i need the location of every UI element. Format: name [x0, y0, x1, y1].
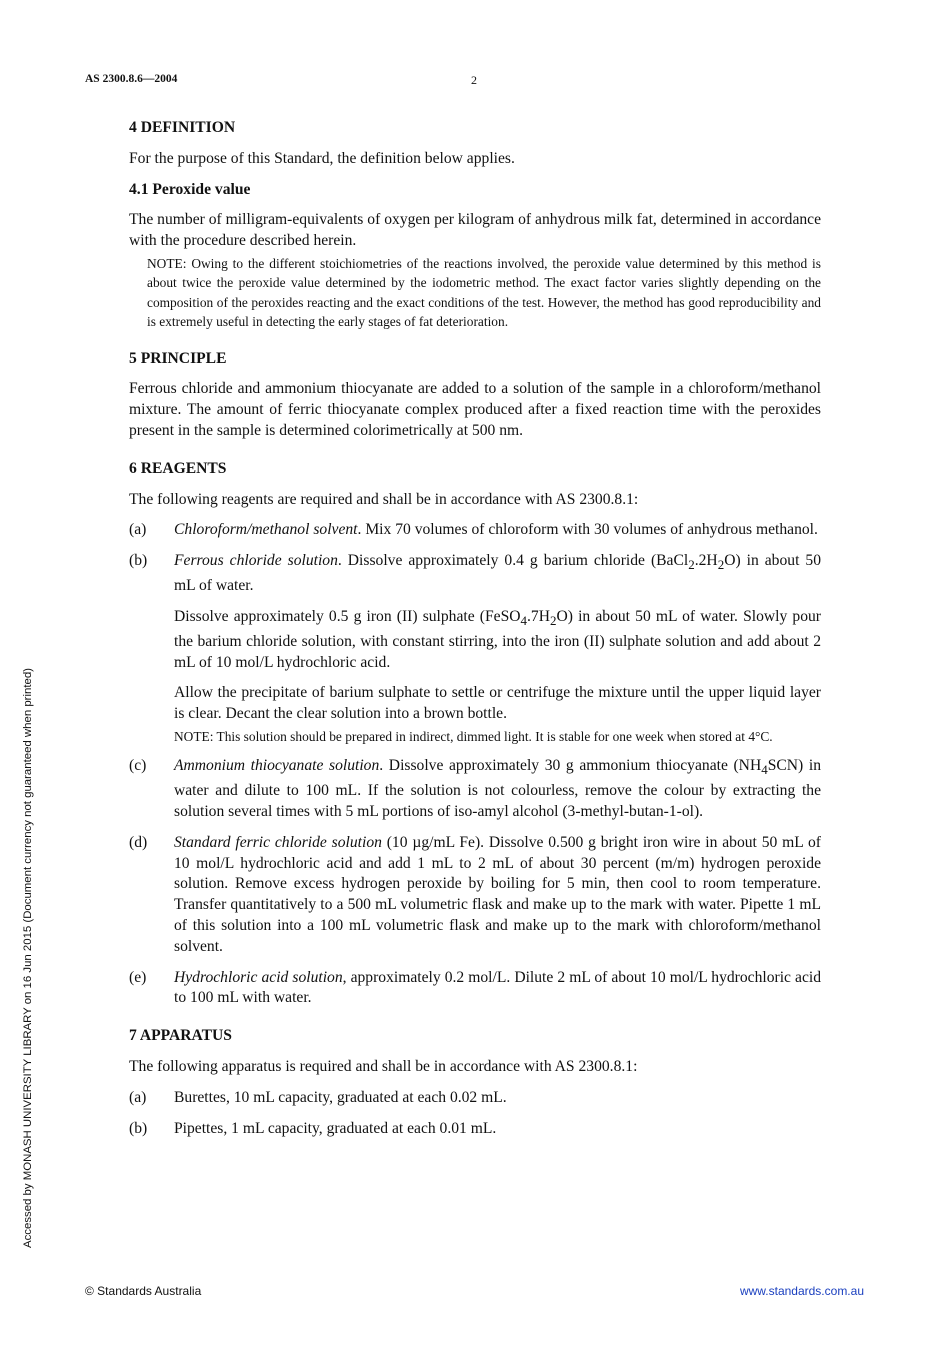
subscript: 2	[688, 557, 695, 573]
section-4-1-body: The number of milligram-equivalents of oxygen per kilogram of anhydrous milk fat, determined in accordance with the procedure described herein.	[129, 211, 821, 250]
reagent-b-text-2: .2H	[694, 552, 718, 570]
reagent-b-p2-1: Dissolve approximately 0.5 g iron (II) sulphate (FeSO	[174, 607, 521, 625]
apparatus-a	[129, 1088, 821, 1109]
reagent-c-text-1: . Dissolve approximately 30 g ammonium thiocyanate (NH	[379, 757, 762, 775]
subscript: 4	[761, 762, 768, 778]
reagent-c	[129, 756, 821, 823]
document-id: AS 2300.8.6—2004	[85, 73, 178, 85]
reagent-d	[129, 833, 821, 958]
apparatus-a-text: Burettes, 10 mL capacity, graduated at each 0.02 mL.	[174, 1088, 507, 1106]
list-label: (d)	[129, 833, 148, 851]
section-7-heading: 7 APPARATUS	[129, 1027, 232, 1045]
list-label: (c)	[129, 757, 147, 775]
subscript: 2	[550, 613, 557, 628]
reagent-b-para-1	[174, 551, 821, 597]
reagent-e-text	[174, 968, 821, 1010]
section-6-intro: The following reagents are required and shall be in accordance with AS 2300.8.1:	[129, 490, 639, 508]
reagent-c-text	[174, 756, 821, 823]
reagent-b-title: Ferrous chloride solution	[174, 552, 338, 570]
reagent-a-desc: . Mix 70 volumes of chloroform with 30 volumes of anhydrous methanol.	[357, 521, 818, 539]
reagent-c-text-2: SCN) in water and dilute to 100 mL. If the solution is not colourless, remove the colour by extracting the solution several times with 5 mL portions of iso-amyl alcohol (3-methyl-butan-1-ol).	[174, 757, 822, 821]
section-4-heading: 4 DEFINITION	[129, 119, 236, 136]
reagent-b-text-1: . Dissolve approximately 0.4 g barium chloride (BaCl	[337, 552, 689, 570]
list-label: (b)	[129, 1119, 148, 1137]
list-label: (e)	[129, 968, 147, 986]
document-body	[129, 118, 821, 1139]
reagent-d-desc: (10 µg/mL Fe). Dissolve 0.500 g bright iron wire in about 50 mL of 10 mol/L hydrochloric acid and add 1 mL to 2 mL of about 30 percent (m/m) hydrogen peroxide solution. Remove excess hydrogen peroxide by boiling for 5 min, then cool to room temperature. Transfer quantitatively to a 500 mL volumetric flask and make up to the mark with water. Pipette 1 mL of this solution into a 100 mL volumetric flask and make up to the mark with chloroform/methanol solvent.	[174, 833, 821, 955]
reagent-b-note: NOTE: This solution should be prepared in indirect, dimmed light. It is stable for one week when stored at 4°C.	[174, 728, 773, 744]
subscript: 4	[520, 613, 528, 628]
section-5-heading: 5 PRINCIPLE	[129, 349, 227, 367]
reagent-b-text-3: O) in about 50 mL of water.	[174, 552, 821, 595]
section-4-intro: For the purpose of this Standard, the definition below applies.	[129, 149, 515, 167]
subscript: 2	[717, 557, 725, 573]
footer-website-link[interactable]: www.standards.com.au	[739, 1284, 864, 1298]
reagent-a-title: Chloroform/methanol solvent	[174, 521, 358, 539]
list-label: (b)	[129, 552, 148, 570]
section-6-heading: 6 REAGENTS	[129, 459, 227, 477]
reagent-e-title: Hydrochloric acid solution	[174, 968, 343, 986]
footer-copyright: © Standards Australia	[85, 1284, 202, 1298]
section-7-intro: The following apparatus is required and shall be in accordance with AS 2300.8.1:	[129, 1058, 638, 1076]
reagent-a	[129, 520, 821, 541]
apparatus-b-text: Pipettes, 1 mL capacity, graduated at each 0.01 mL.	[174, 1119, 497, 1137]
reagent-b-para-2	[174, 607, 821, 674]
section-4-1-note: NOTE: Owing to the different stoichiometries of the reactions involved, the peroxide value determined by this method is about twice the peroxide value determined by the iodometric method. The exact factor varies slightly depending on the composition of the peroxides reacting and the exact conditions of the test. However, the method has good reproducibility and is extremely useful in detecting the early stages of fat deterioration.	[147, 255, 821, 330]
access-watermark: Accessed by MONASH UNIVERSITY LIBRARY on 16 Jun 2015 (Document currency not guaranteed when printed)	[22, 668, 34, 1248]
reagent-b-para-3: Allow the precipitate of barium sulphate to settle or centrifuge the mixture until the upper liquid layer is clear. Decant the clear solution into a brown bottle.	[174, 684, 821, 723]
reagent-d-title: Standard ferric chloride solution	[174, 833, 382, 851]
section-4-1-heading: 4.1 Peroxide value	[129, 180, 251, 198]
reagent-b-p2-2: .7H	[527, 607, 550, 625]
apparatus-b	[129, 1119, 821, 1140]
reagent-d-text	[174, 833, 821, 958]
page-number: 2	[471, 73, 477, 87]
list-label: (a)	[129, 1088, 147, 1106]
section-5-body: Ferrous chloride and ammonium thiocyanate are added to a solution of the sample in a chloroform/methanol mixture. The amount of ferric thiocyanate complex produced after a fixed reaction time with the peroxides present in the sample is determined colorimetrically at 500 nm.	[129, 380, 821, 439]
list-label: (a)	[129, 521, 147, 539]
reagent-b-p2-3: O) in about 50 mL of water. Slowly pour the barium chloride solution, with constant stirring, into the iron (II) sulphate solution and add about 2 mL of 10 mol/L hydrochloric acid.	[174, 607, 821, 671]
reagent-b	[129, 551, 821, 746]
reagent-a-text	[174, 520, 821, 541]
reagent-c-title: Ammonium thiocyanate solution	[174, 757, 380, 775]
reagent-e	[129, 968, 821, 1010]
reagent-e-desc: , approximately 0.2 mol/L. Dilute 2 mL of about 10 mol/L hydrochloric acid to 100 mL with water.	[174, 968, 821, 1007]
